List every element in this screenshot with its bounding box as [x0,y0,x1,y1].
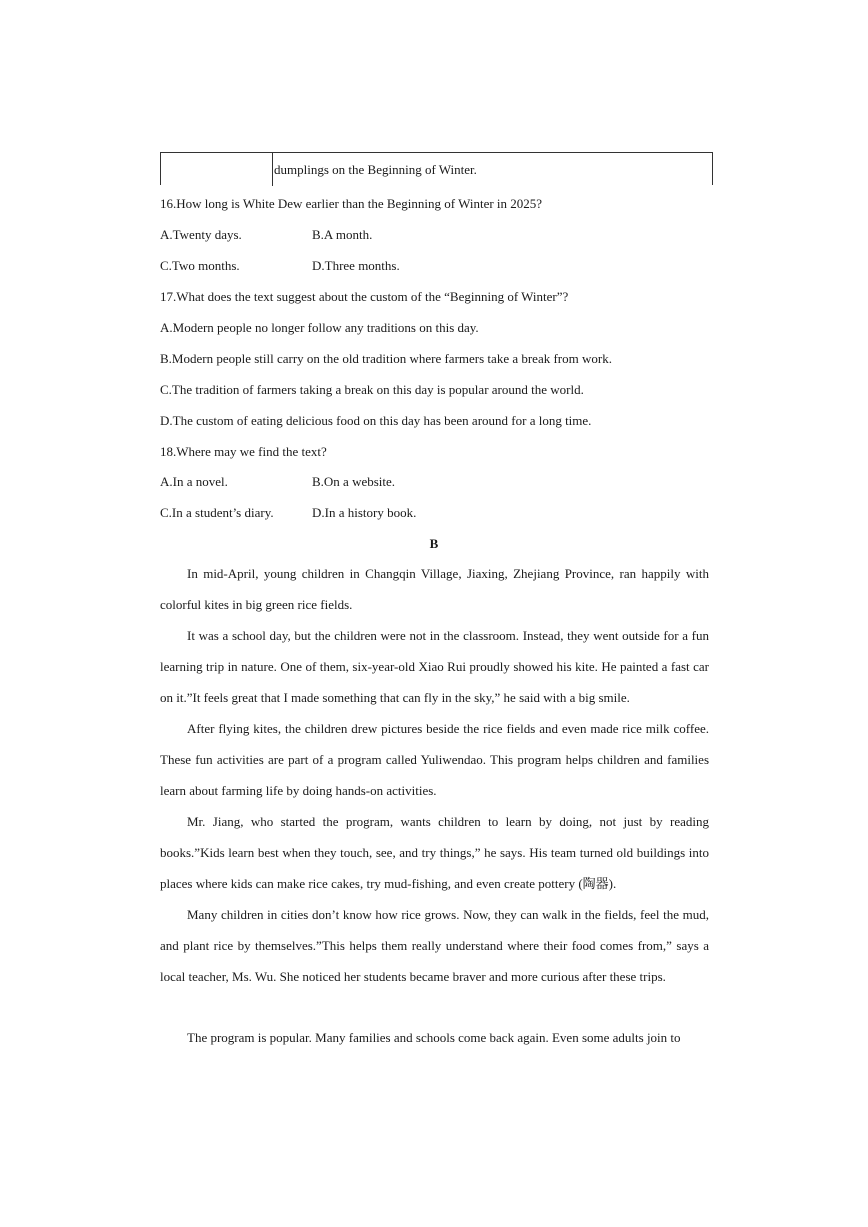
question-17-option-d: D.The custom of eating delicious food on this day has been around for a long time. [160,413,592,428]
question-17-option-b: B.Modern people still carry on the old tradition where farmers take a break from work. [160,351,612,366]
question-18-option-b: B.On a website. [312,474,396,489]
passage-paragraph-5: Many children in cities don’t know how rice grows. Now, they can walk in the fields, feel the mud, and plant rice by themselves.”This helps them really understand where their food comes from,” says a local teacher, Ms. Wu. She noticed her students became braver and more curious after these trips. [160,907,709,984]
passage-paragraph-1: In mid-April, young children in Changqin Village, Jiaxing, Zhejiang Province, ran happily with colorful kites in big green rice fields. [160,566,709,612]
section-heading: B [429,536,439,551]
question-16-option-d: D.Three months. [312,258,400,273]
table-cell-left [161,153,273,186]
question-18-stem: 18.Where may we find the text? [160,444,327,459]
question-18-option-c: C.In a student’s diary. [160,505,274,520]
table-fragment [160,152,713,185]
passage-paragraph-3: After flying kites, the children drew pictures beside the rice fields and even made rice milk coffee. These fun activities are part of a program called Yuliwendao. This program helps children and families learn about farming life by doing hands-on activities. [160,721,709,798]
passage-paragraph-2: It was a school day, but the children were not in the classroom. Instead, they went outside for a fun learning trip in nature. One of them, six-year-old Xiao Rui proudly showed his kite. He painted a fast car on it.”It feels great that I made something that can fly in the sky,” he said with a big smile. [160,628,709,705]
question-17-stem: 17.What does the text suggest about the custom of the “Beginning of Winter”? [160,289,569,304]
question-17-option-a: A.Modern people no longer follow any traditions on this day. [160,320,479,335]
question-16-stem: 16.How long is White Dew earlier than the Beginning of Winter in 2025? [160,196,543,211]
question-18-option-a: A.In a novel. [160,474,228,489]
table-cell-right: dumplings on the Beginning of Winter. [274,162,477,177]
passage-paragraph-6: The program is popular. Many families and schools come back again. Even some adults join to [187,1030,681,1045]
question-16-option-c: C.Two months. [160,258,240,273]
question-17-option-c: C.The tradition of farmers taking a break on this day is popular around the world. [160,382,584,397]
question-16-option-a: A.Twenty days. [160,227,242,242]
question-18-option-d: D.In a history book. [312,505,417,520]
passage-paragraph-4: Mr. Jiang, who started the program, wants children to learn by doing, not just by reading books.”Kids learn best when they touch, see, and try things,” he says. His team turned old buildings into places where kids can make rice cakes, try mud-fishing, and even create pottery (陶器). [160,814,709,891]
question-16-option-b: B.A month. [312,227,373,242]
